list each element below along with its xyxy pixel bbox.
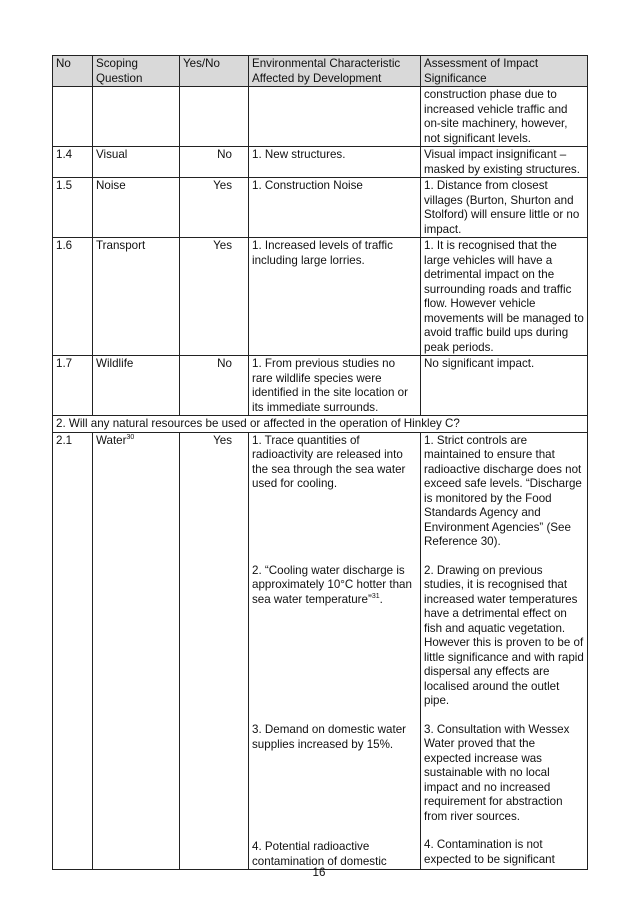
row-question: Noise [93, 178, 180, 238]
row-question: Wildlife [93, 356, 180, 416]
characteristic-item-2-suffix: . [379, 592, 383, 606]
scoping-table [52, 55, 588, 870]
row-characteristic: 1. Increased levels of traffic including large lorries. [249, 238, 421, 356]
table-row [53, 238, 588, 356]
page-number: 16 [312, 866, 326, 879]
table-row [53, 87, 588, 147]
row-yesno: No [180, 147, 249, 178]
row-characteristic [249, 87, 421, 147]
row-no [53, 87, 93, 147]
header-assessment: Assessment of Impact Significance [421, 56, 588, 87]
characteristic-item-4: 4. Potential radioactive contamination of domestic [252, 840, 387, 868]
row-assessment: No significant impact. [421, 356, 588, 416]
table-row [53, 178, 588, 238]
header-question: Scoping Question [93, 56, 180, 87]
row-yesno: Yes [180, 238, 249, 356]
table-row [53, 147, 588, 178]
table-row [53, 356, 588, 416]
row-question [93, 432, 180, 870]
characteristic-item-3: 3. Demand on domestic water supplies increased by 15%. [252, 723, 407, 751]
row-yesno: Yes [180, 432, 249, 870]
characteristic-item-1: 1. Trace quantities of radioactivity are released into the sea through the sea water used for cooling. [252, 433, 406, 490]
row-characteristic: 1. From previous studies no rare wildlife species were identified in the site location or its immediate surrounds. [249, 356, 421, 416]
row-yesno: No [180, 356, 249, 416]
row-assessment: 1. Distance from closest villages (Burton, Shurton and Stolford) will ensure little or no impact. [421, 178, 588, 238]
row-yesno: Yes [180, 178, 249, 238]
row-no: 1.7 [53, 356, 93, 416]
row-no: 1.6 [53, 238, 93, 356]
characteristic-item-2 [252, 564, 417, 608]
section-heading-row [53, 416, 588, 433]
row-characteristic: 1. New structures. [249, 147, 421, 178]
row-yesno [180, 87, 249, 147]
row-question [93, 87, 180, 147]
row-assessment: 1. It is recognised that the large vehicles will have a detrimental impact on the surrounding roads and traffic flow. However vehicle movements will be managed to avoid traffic build ups during peak periods. [421, 238, 588, 356]
header-yesno: Yes/No [180, 56, 249, 87]
characteristic-item-2-text: 2. “Cooling water discharge is approximately 10°C hotter than sea water temperature” [252, 563, 412, 606]
header-no: No [53, 56, 93, 87]
water-question-label: Water [96, 433, 127, 447]
table-header-row [53, 56, 588, 87]
assessment-item-3: 3. Consultation with Wessex Water proved that the expected increase was sustainable with no local impact and no increased requirement for abstraction from river sources. [424, 722, 570, 823]
header-characteristic: Environmental Characteristic Affected by Development [249, 56, 421, 87]
row-no: 2.1 [53, 432, 93, 870]
row-no: 1.5 [53, 178, 93, 238]
footnote-ref-31: 31 [371, 592, 380, 600]
row-assessment [421, 432, 588, 870]
row-assessment: construction phase due to increased vehicle traffic and on-site machinery, however, not significant levels. [421, 87, 588, 147]
row-characteristic: 1. Construction Noise [249, 178, 421, 238]
section-2-heading: 2. Will any natural resources be used or affected in the operation of Hinkley C? [53, 416, 588, 433]
row-characteristic [249, 432, 421, 870]
assessment-item-1: 1. Strict controls are maintained to ensure that radioactive discharge does not exceed safe levels. “Discharge is monitored by the Food Standards Agency and Environment Agencies” (See Reference 30). [424, 433, 582, 548]
row-no: 1.4 [53, 147, 93, 178]
row-assessment: Visual impact insignificant – masked by existing structures. [421, 147, 588, 178]
assessment-item-4: 4. Contamination is not expected to be significant [424, 838, 555, 866]
table-row-water [53, 432, 588, 870]
footnote-ref-30: 30 [126, 433, 135, 441]
row-question: Transport [93, 238, 180, 356]
assessment-item-2: 2. Drawing on previous studies, it is recognised that increased water temperatures have a detrimental effect on fish and aquatic vegetation. However this is proven to be of little significance and with rapid dispersal any effects are localised around the outlet pipe. [424, 563, 584, 707]
row-question: Visual [93, 147, 180, 178]
